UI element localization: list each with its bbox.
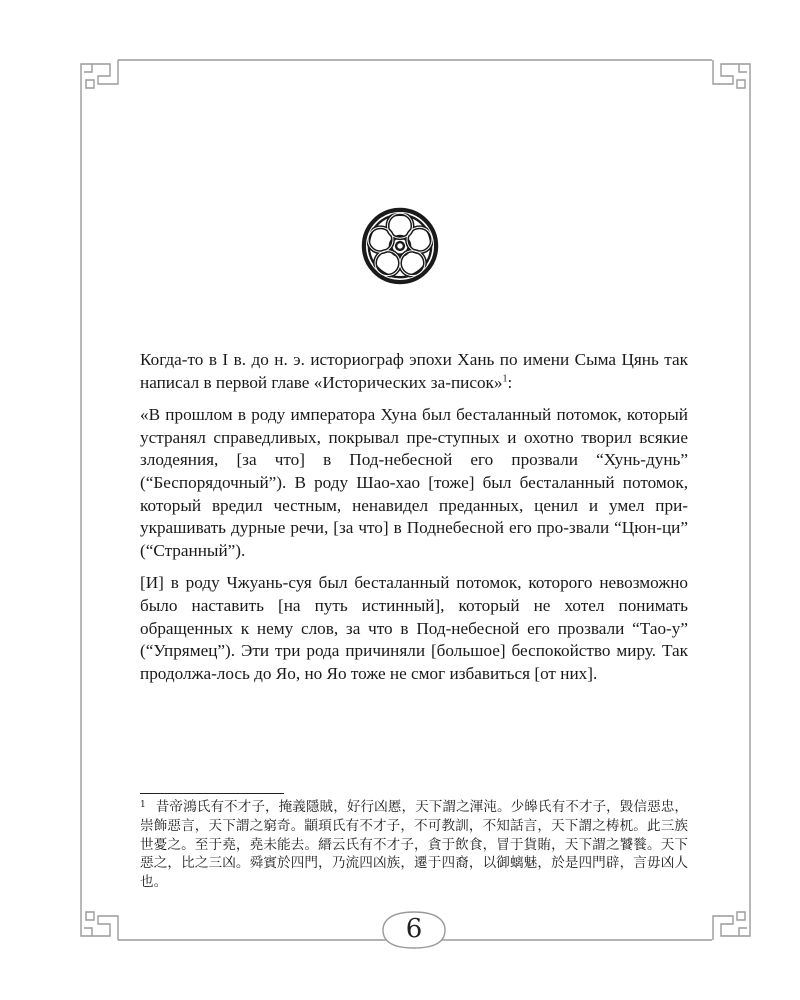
page-number: 6 [405,914,423,944]
footnote-text: 昔帝鴻氏有不才子，掩義隱賊，好行凶慝，天下謂之渾沌。少皞氏有不才子，毀信惡忠，崇飾惡言，天下謂之窮奇。顓頊氏有不才子，不可教訓，不知話言，天下謂之梼杌。此三族世憂之。至于堯，堯未能去。縉云氏有不才子，貪于飲食，冒于貨賄，天下謂之饕餮。天下惡之，比之三凶。舜賓於四門，乃流四凶族，遷于四裔，以御螭魅，於是四門辟，言毋凶人也。 [140,799,688,891]
main-text [140,349,688,695]
footnote-mark: 1 [140,800,146,810]
footnote [140,798,688,892]
fret-corner-icon-top-right [713,60,750,94]
paragraph-intro-tail: : [507,372,513,392]
footnote-divider [140,793,284,794]
footnote-ref[interactable]: 1 [502,372,508,384]
paragraph-quote-1: «В прошлом в роду императора Хуна был бесталанный потомок, который устранял справедливых, покрывал пре-ступных и охотно творил всякие злодеяния, [за что] в Под-небесной его прозвали “Хунь-дунь” (“Беспорядочный”). В роду Шао-хао [тоже] был бесталанный потомок, который вредил честным, ненавидел преданных, ценил и умел при-украшивать дурные речи, [за что] в Поднебесной его про-звали “Цюн-ци” (“Странный”). [140,405,688,560]
knot-emblem-icon [361,207,439,285]
fret-corner-icon-bottom-left [81,906,118,940]
paragraph-intro [140,349,688,394]
paragraph-intro-text: Когда-то в I в. до н. э. историограф эпохи Хань по имени Сыма Цянь так написал в первой главе «Исторических за-писок» [140,350,688,392]
fret-corner-icon-bottom-right [713,906,750,940]
fret-corner-icon-top-left [81,60,118,94]
paragraph-quote-2: [И] в роду Чжуань-суя был бесталанный потомок, которого невозможно было наставить [на путь истинный], который не хотел понимать обращенных к нему слов, за что в Под-небесной его прозвали “Тао-у” (“Упрямец”). Эти три рода причиняли [большое] беспокойство миру. Так продолжа-лось до Яо, но Яо тоже не смог избавиться [от них]. [140,573,688,683]
